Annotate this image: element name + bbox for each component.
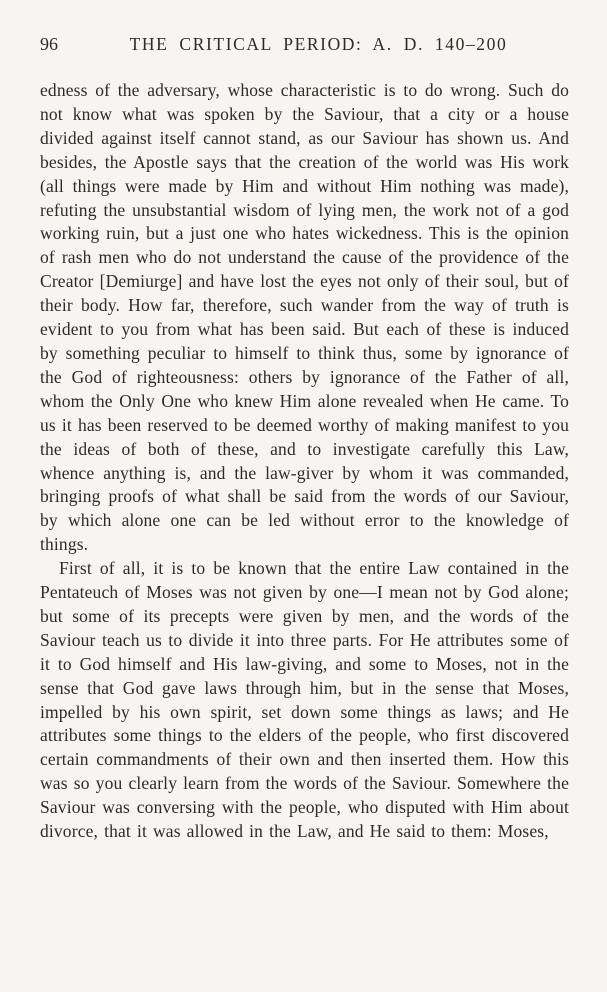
page-header xyxy=(40,34,569,55)
paragraph-continuation: edness of the adversary, whose characteristic is to do wrong. Such do not know what was spoken by the Saviour, that a city or a house divided against itself cannot stand, as our Saviour has shown us. And besides, the Apostle says that the creation of the world was His work (all things were made by Him and without Him nothing was made), refuting the unsubstantial wisdom of lying men, the work not of a god working ruin, but a just one who hates wickedness. This is the opinion of rash men who do not understand the cause of the providence of the Creator [Demiurge] and have lost the eyes not only of their soul, but of their body. How far, therefore, such wander from the way of truth is evident to you from what has been said. But each of these is induced by something peculiar to himself to think thus, some by ignorance of the God of righteousness: others by ignorance of the Father of all, whom the Only One who knew Him alone revealed when He came. To us it has been reserved to be deemed worthy of making manifest to you the ideas of both of these, and to investigate carefully this Law, whence anything is, and the law-giver by whom it was commanded, bringing proofs of what shall be said from the words of our Saviour, by which alone one can be led without error to the knowledge of things. xyxy=(40,80,569,555)
page-number: 96 xyxy=(40,34,58,54)
running-title: THE CRITICAL PERIOD: A. D. 140–200 xyxy=(129,34,508,54)
page-body xyxy=(40,79,569,844)
paragraph-first-of-all: First of all, it is to be known that the entire Law contained in the Pentateuch of Moses was not given by one—I mean not by God alone; but some of its precepts were given by men, and the words of the Saviour teach us to divide it into three parts. For He attributes some of it to God himself and His law-giving, and some to Moses, not in the sense that God gave laws through him, but in the sense that Moses, impelled by his own spirit, set down some things as laws; and He attributes some things to the elders of the people, who first discovered certain commandments of their own and then inserted them. How this was so you clearly learn from the words of the Saviour. Somewhere the Saviour was conversing with the people, who disputed with Him about divorce, that it was allowed in the Law, and He said to them: Moses, xyxy=(40,558,569,842)
